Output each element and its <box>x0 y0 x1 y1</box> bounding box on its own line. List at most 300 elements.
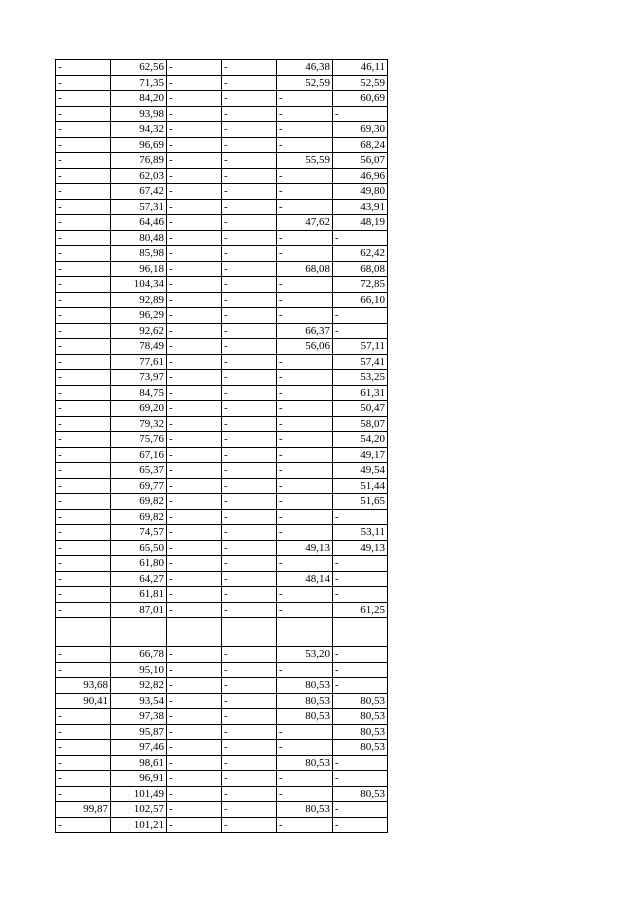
table-row <box>56 215 388 231</box>
table-cell: - <box>56 509 111 525</box>
table-cell: - <box>277 308 333 324</box>
table-cell: - <box>167 494 222 510</box>
table-cell: - <box>222 571 277 587</box>
table-cell: - <box>222 60 277 76</box>
table-cell: 56,06 <box>277 339 333 355</box>
table-cell: - <box>167 91 222 107</box>
table-cell: - <box>167 106 222 122</box>
table-cell: - <box>277 432 333 448</box>
table-cell: - <box>167 261 222 277</box>
table-cell: 52,59 <box>277 75 333 91</box>
table-cell: 71,35 <box>111 75 167 91</box>
table-cell: - <box>56 137 111 153</box>
table-cell: - <box>56 416 111 432</box>
table-cell: - <box>167 540 222 556</box>
table-cell: - <box>222 416 277 432</box>
table-cell: - <box>56 308 111 324</box>
table-cell: - <box>167 323 222 339</box>
table-cell: - <box>222 199 277 215</box>
table-cell: - <box>56 230 111 246</box>
table-cell: 61,31 <box>333 385 388 401</box>
table-cell: - <box>277 199 333 215</box>
table-cell: - <box>277 478 333 494</box>
table-cell: 68,08 <box>277 261 333 277</box>
table-cell: - <box>277 277 333 293</box>
table-row <box>56 771 388 787</box>
table-cell: 92,89 <box>111 292 167 308</box>
table-cell: - <box>167 75 222 91</box>
table-cell: - <box>222 771 277 787</box>
table-cell: 74,57 <box>111 525 167 541</box>
table-row <box>56 106 388 122</box>
table-cell: - <box>167 385 222 401</box>
table-cell: 72,85 <box>333 277 388 293</box>
table-cell: - <box>167 184 222 200</box>
table-cell: - <box>222 153 277 169</box>
table-cell: 51,65 <box>333 494 388 510</box>
table-cell: - <box>277 122 333 138</box>
table-cell: - <box>222 556 277 572</box>
table-cell: - <box>333 556 388 572</box>
table-cell: - <box>167 786 222 802</box>
table-cell: 84,20 <box>111 91 167 107</box>
table-cell: - <box>56 122 111 138</box>
table-cell: - <box>56 786 111 802</box>
table-cell: - <box>167 802 222 818</box>
table-cell: 96,69 <box>111 137 167 153</box>
table-cell: 57,41 <box>333 354 388 370</box>
table-cell: 80,53 <box>333 693 388 709</box>
table-cell: - <box>277 447 333 463</box>
table-cell: 68,08 <box>333 261 388 277</box>
table-cell: 85,98 <box>111 246 167 262</box>
table-cell: 51,44 <box>333 478 388 494</box>
table-cell: - <box>56 246 111 262</box>
table-cell: 57,11 <box>333 339 388 355</box>
table-cell: 92,82 <box>111 678 167 694</box>
table-cell <box>222 618 277 647</box>
table-cell: 49,17 <box>333 447 388 463</box>
table-cell: - <box>167 478 222 494</box>
table-cell: - <box>167 401 222 417</box>
table-cell: - <box>222 215 277 231</box>
table-cell: - <box>277 91 333 107</box>
table-row <box>56 184 388 200</box>
table-cell: 66,10 <box>333 292 388 308</box>
table-cell: 43,91 <box>333 199 388 215</box>
table-cell: - <box>333 323 388 339</box>
table-cell: - <box>222 432 277 448</box>
table-cell: - <box>167 602 222 618</box>
table-cell: - <box>56 755 111 771</box>
table-row <box>56 370 388 386</box>
table-cell: 80,53 <box>277 755 333 771</box>
table-cell: - <box>222 323 277 339</box>
table-cell: - <box>277 246 333 262</box>
table-cell: - <box>56 277 111 293</box>
table-cell: - <box>277 740 333 756</box>
table-cell: - <box>167 230 222 246</box>
table-row <box>56 153 388 169</box>
table-cell: - <box>277 771 333 787</box>
table-cell <box>111 618 167 647</box>
table-cell: 48,19 <box>333 215 388 231</box>
table-cell: 98,61 <box>111 755 167 771</box>
table-cell: - <box>222 401 277 417</box>
table-cell: 66,37 <box>277 323 333 339</box>
table-cell: - <box>277 416 333 432</box>
table-cell: - <box>56 494 111 510</box>
table-cell: - <box>333 647 388 663</box>
table-cell: - <box>56 724 111 740</box>
table-cell: 69,82 <box>111 509 167 525</box>
table-row <box>56 693 388 709</box>
table-cell: - <box>167 416 222 432</box>
table-cell: - <box>222 786 277 802</box>
table-cell: 69,82 <box>111 494 167 510</box>
table-cell: 93,98 <box>111 106 167 122</box>
table-cell: 101,49 <box>111 786 167 802</box>
table-cell: - <box>56 91 111 107</box>
table-row <box>56 137 388 153</box>
table-cell: 76,89 <box>111 153 167 169</box>
table-cell: 69,30 <box>333 122 388 138</box>
table-cell: - <box>277 587 333 603</box>
table-cell: 46,38 <box>277 60 333 76</box>
table-row <box>56 230 388 246</box>
table-cell: 66,78 <box>111 647 167 663</box>
table-cell: 78,49 <box>111 339 167 355</box>
table-cell: 56,07 <box>333 153 388 169</box>
table-cell: - <box>167 137 222 153</box>
table-row <box>56 75 388 91</box>
table-cell: - <box>222 91 277 107</box>
table-cell: 65,37 <box>111 463 167 479</box>
table-cell: - <box>56 662 111 678</box>
table-cell: - <box>56 401 111 417</box>
table-cell: 104,34 <box>111 277 167 293</box>
table-cell: 64,27 <box>111 571 167 587</box>
table-cell: - <box>277 662 333 678</box>
table-cell: - <box>222 230 277 246</box>
table-cell: - <box>56 525 111 541</box>
table-cell: - <box>222 740 277 756</box>
table-cell: - <box>56 184 111 200</box>
table-row <box>56 277 388 293</box>
table-cell: 52,59 <box>333 75 388 91</box>
table-row <box>56 740 388 756</box>
table-row <box>56 91 388 107</box>
table-cell: 94,32 <box>111 122 167 138</box>
table-cell: 80,53 <box>277 678 333 694</box>
table-cell: - <box>277 106 333 122</box>
table-cell: 67,42 <box>111 184 167 200</box>
table-cell: - <box>222 724 277 740</box>
table-cell: - <box>56 385 111 401</box>
table-cell <box>277 618 333 647</box>
table-cell: 84,75 <box>111 385 167 401</box>
table-row <box>56 292 388 308</box>
table-cell: 73,97 <box>111 370 167 386</box>
table-row <box>56 122 388 138</box>
table-cell: - <box>222 525 277 541</box>
table-cell: 80,53 <box>333 724 388 740</box>
table-cell: - <box>277 602 333 618</box>
table-cell: - <box>333 106 388 122</box>
table-cell: - <box>222 106 277 122</box>
table-cell: - <box>167 432 222 448</box>
table-cell: - <box>222 494 277 510</box>
table-cell: - <box>222 662 277 678</box>
table-cell: - <box>277 401 333 417</box>
table-row <box>56 817 388 833</box>
table-cell: - <box>167 647 222 663</box>
table-cell <box>56 618 111 647</box>
table-cell: - <box>222 292 277 308</box>
table-cell: - <box>222 647 277 663</box>
table-cell: - <box>333 817 388 833</box>
table-cell: - <box>222 261 277 277</box>
table-cell: - <box>56 339 111 355</box>
table-cell: 80,48 <box>111 230 167 246</box>
table-cell: - <box>56 556 111 572</box>
table-cell: - <box>167 525 222 541</box>
table-cell: 102,57 <box>111 802 167 818</box>
table-cell: - <box>222 540 277 556</box>
table-cell: 53,25 <box>333 370 388 386</box>
table-cell: - <box>277 168 333 184</box>
table-cell: - <box>56 478 111 494</box>
table-cell: 93,54 <box>111 693 167 709</box>
table-row <box>56 802 388 818</box>
table-cell: 80,53 <box>277 802 333 818</box>
table-cell: 47,62 <box>277 215 333 231</box>
table-cell: - <box>222 308 277 324</box>
table-cell: - <box>56 771 111 787</box>
table-cell: - <box>222 137 277 153</box>
table-cell: 53,20 <box>277 647 333 663</box>
table-row <box>56 354 388 370</box>
table-cell: - <box>56 261 111 277</box>
table-cell: 75,76 <box>111 432 167 448</box>
table-row <box>56 587 388 603</box>
table-cell: - <box>222 385 277 401</box>
table-cell: - <box>333 509 388 525</box>
table-cell: - <box>167 370 222 386</box>
table-cell: - <box>56 602 111 618</box>
table-cell: 54,20 <box>333 432 388 448</box>
table-cell: - <box>333 308 388 324</box>
table-row <box>56 678 388 694</box>
table-cell: 60,69 <box>333 91 388 107</box>
table-cell: 101,21 <box>111 817 167 833</box>
table-cell: - <box>167 292 222 308</box>
table-cell: - <box>56 571 111 587</box>
table-cell: - <box>56 153 111 169</box>
table-cell: 67,16 <box>111 447 167 463</box>
table-row <box>56 246 388 262</box>
table-cell: - <box>222 246 277 262</box>
table-cell: - <box>333 230 388 246</box>
table-cell: 62,56 <box>111 60 167 76</box>
table-cell: - <box>222 463 277 479</box>
table-cell: - <box>333 755 388 771</box>
table-cell: - <box>222 693 277 709</box>
table-cell: - <box>167 678 222 694</box>
table-cell: - <box>167 447 222 463</box>
table-row <box>56 571 388 587</box>
table-row <box>56 662 388 678</box>
table-cell: - <box>167 724 222 740</box>
table-cell: - <box>277 556 333 572</box>
table-cell: 57,31 <box>111 199 167 215</box>
table-cell: - <box>277 494 333 510</box>
table-cell: - <box>222 678 277 694</box>
table-cell: 58,07 <box>333 416 388 432</box>
table-row <box>56 618 388 647</box>
table-row <box>56 401 388 417</box>
table-cell: - <box>333 571 388 587</box>
table-cell: - <box>167 463 222 479</box>
table-cell: 97,38 <box>111 709 167 725</box>
table-cell: - <box>167 771 222 787</box>
table-cell: - <box>167 246 222 262</box>
table-cell: - <box>277 292 333 308</box>
table-cell: - <box>333 678 388 694</box>
table-cell: - <box>222 339 277 355</box>
table-row <box>56 447 388 463</box>
table-row <box>56 60 388 76</box>
table-cell: - <box>222 509 277 525</box>
table-row <box>56 478 388 494</box>
table-cell: 61,25 <box>333 602 388 618</box>
table-cell: - <box>222 602 277 618</box>
table-cell: 62,03 <box>111 168 167 184</box>
table-row <box>56 509 388 525</box>
table-cell: - <box>56 323 111 339</box>
table-cell: - <box>277 370 333 386</box>
table-row <box>56 416 388 432</box>
table-row <box>56 432 388 448</box>
table-row <box>56 602 388 618</box>
table-row <box>56 463 388 479</box>
table-cell: 80,53 <box>333 740 388 756</box>
table-cell: 61,80 <box>111 556 167 572</box>
table-cell: 55,59 <box>277 153 333 169</box>
table-row <box>56 308 388 324</box>
table-cell: - <box>222 447 277 463</box>
table-cell: - <box>167 277 222 293</box>
table-cell: - <box>333 662 388 678</box>
table-cell: - <box>167 587 222 603</box>
table-cell: - <box>222 478 277 494</box>
table-row <box>56 525 388 541</box>
table-cell: - <box>277 230 333 246</box>
table-cell: 65,50 <box>111 540 167 556</box>
table-cell: 61,81 <box>111 587 167 603</box>
table-cell: 64,46 <box>111 215 167 231</box>
table-row <box>56 323 388 339</box>
table-cell: - <box>222 802 277 818</box>
table-cell: 46,96 <box>333 168 388 184</box>
table-cell: - <box>222 122 277 138</box>
table-row <box>56 709 388 725</box>
table-row <box>56 385 388 401</box>
table-cell: 62,42 <box>333 246 388 262</box>
table-cell: 80,53 <box>333 786 388 802</box>
table-cell: 99,87 <box>56 802 111 818</box>
table-cell: - <box>167 571 222 587</box>
table-cell: - <box>277 509 333 525</box>
table-cell: - <box>56 432 111 448</box>
table-cell: - <box>56 75 111 91</box>
table-cell: - <box>56 106 111 122</box>
table-cell <box>167 618 222 647</box>
table-cell: - <box>277 385 333 401</box>
table-cell: - <box>167 168 222 184</box>
table-cell: 97,46 <box>111 740 167 756</box>
table-cell: - <box>56 587 111 603</box>
table-cell: 80,53 <box>333 709 388 725</box>
table-cell: - <box>167 693 222 709</box>
table-row <box>56 786 388 802</box>
table-cell: 77,61 <box>111 354 167 370</box>
table-cell: 68,24 <box>333 137 388 153</box>
table-cell: 92,62 <box>111 323 167 339</box>
table-row <box>56 724 388 740</box>
table-cell: 93,68 <box>56 678 111 694</box>
table-cell: - <box>56 215 111 231</box>
table-cell: - <box>167 60 222 76</box>
table-cell: 49,80 <box>333 184 388 200</box>
table-cell: 96,29 <box>111 308 167 324</box>
table-row <box>56 494 388 510</box>
table-cell: - <box>167 153 222 169</box>
table-row <box>56 755 388 771</box>
table-cell: - <box>277 184 333 200</box>
table-cell: - <box>167 122 222 138</box>
table-cell: 49,54 <box>333 463 388 479</box>
table-cell: 90,41 <box>56 693 111 709</box>
table-cell: - <box>56 60 111 76</box>
table-body <box>56 60 388 833</box>
table-cell: - <box>222 184 277 200</box>
table-cell: - <box>167 556 222 572</box>
table-cell: - <box>167 199 222 215</box>
table-cell: - <box>167 354 222 370</box>
table-cell: - <box>222 755 277 771</box>
table-row <box>56 540 388 556</box>
table-cell: - <box>56 647 111 663</box>
table-cell: 96,18 <box>111 261 167 277</box>
table-cell: - <box>56 168 111 184</box>
table-cell: - <box>167 709 222 725</box>
table-cell: - <box>222 277 277 293</box>
table-cell: - <box>167 215 222 231</box>
table-cell: - <box>56 447 111 463</box>
table-cell: - <box>222 817 277 833</box>
table-cell: 69,77 <box>111 478 167 494</box>
table-cell: - <box>277 463 333 479</box>
table-row <box>56 199 388 215</box>
table-cell: - <box>222 75 277 91</box>
table-cell: - <box>56 292 111 308</box>
table-cell: 79,32 <box>111 416 167 432</box>
table-row <box>56 261 388 277</box>
table-cell: - <box>277 354 333 370</box>
table-cell: - <box>167 662 222 678</box>
table-cell: - <box>56 370 111 386</box>
